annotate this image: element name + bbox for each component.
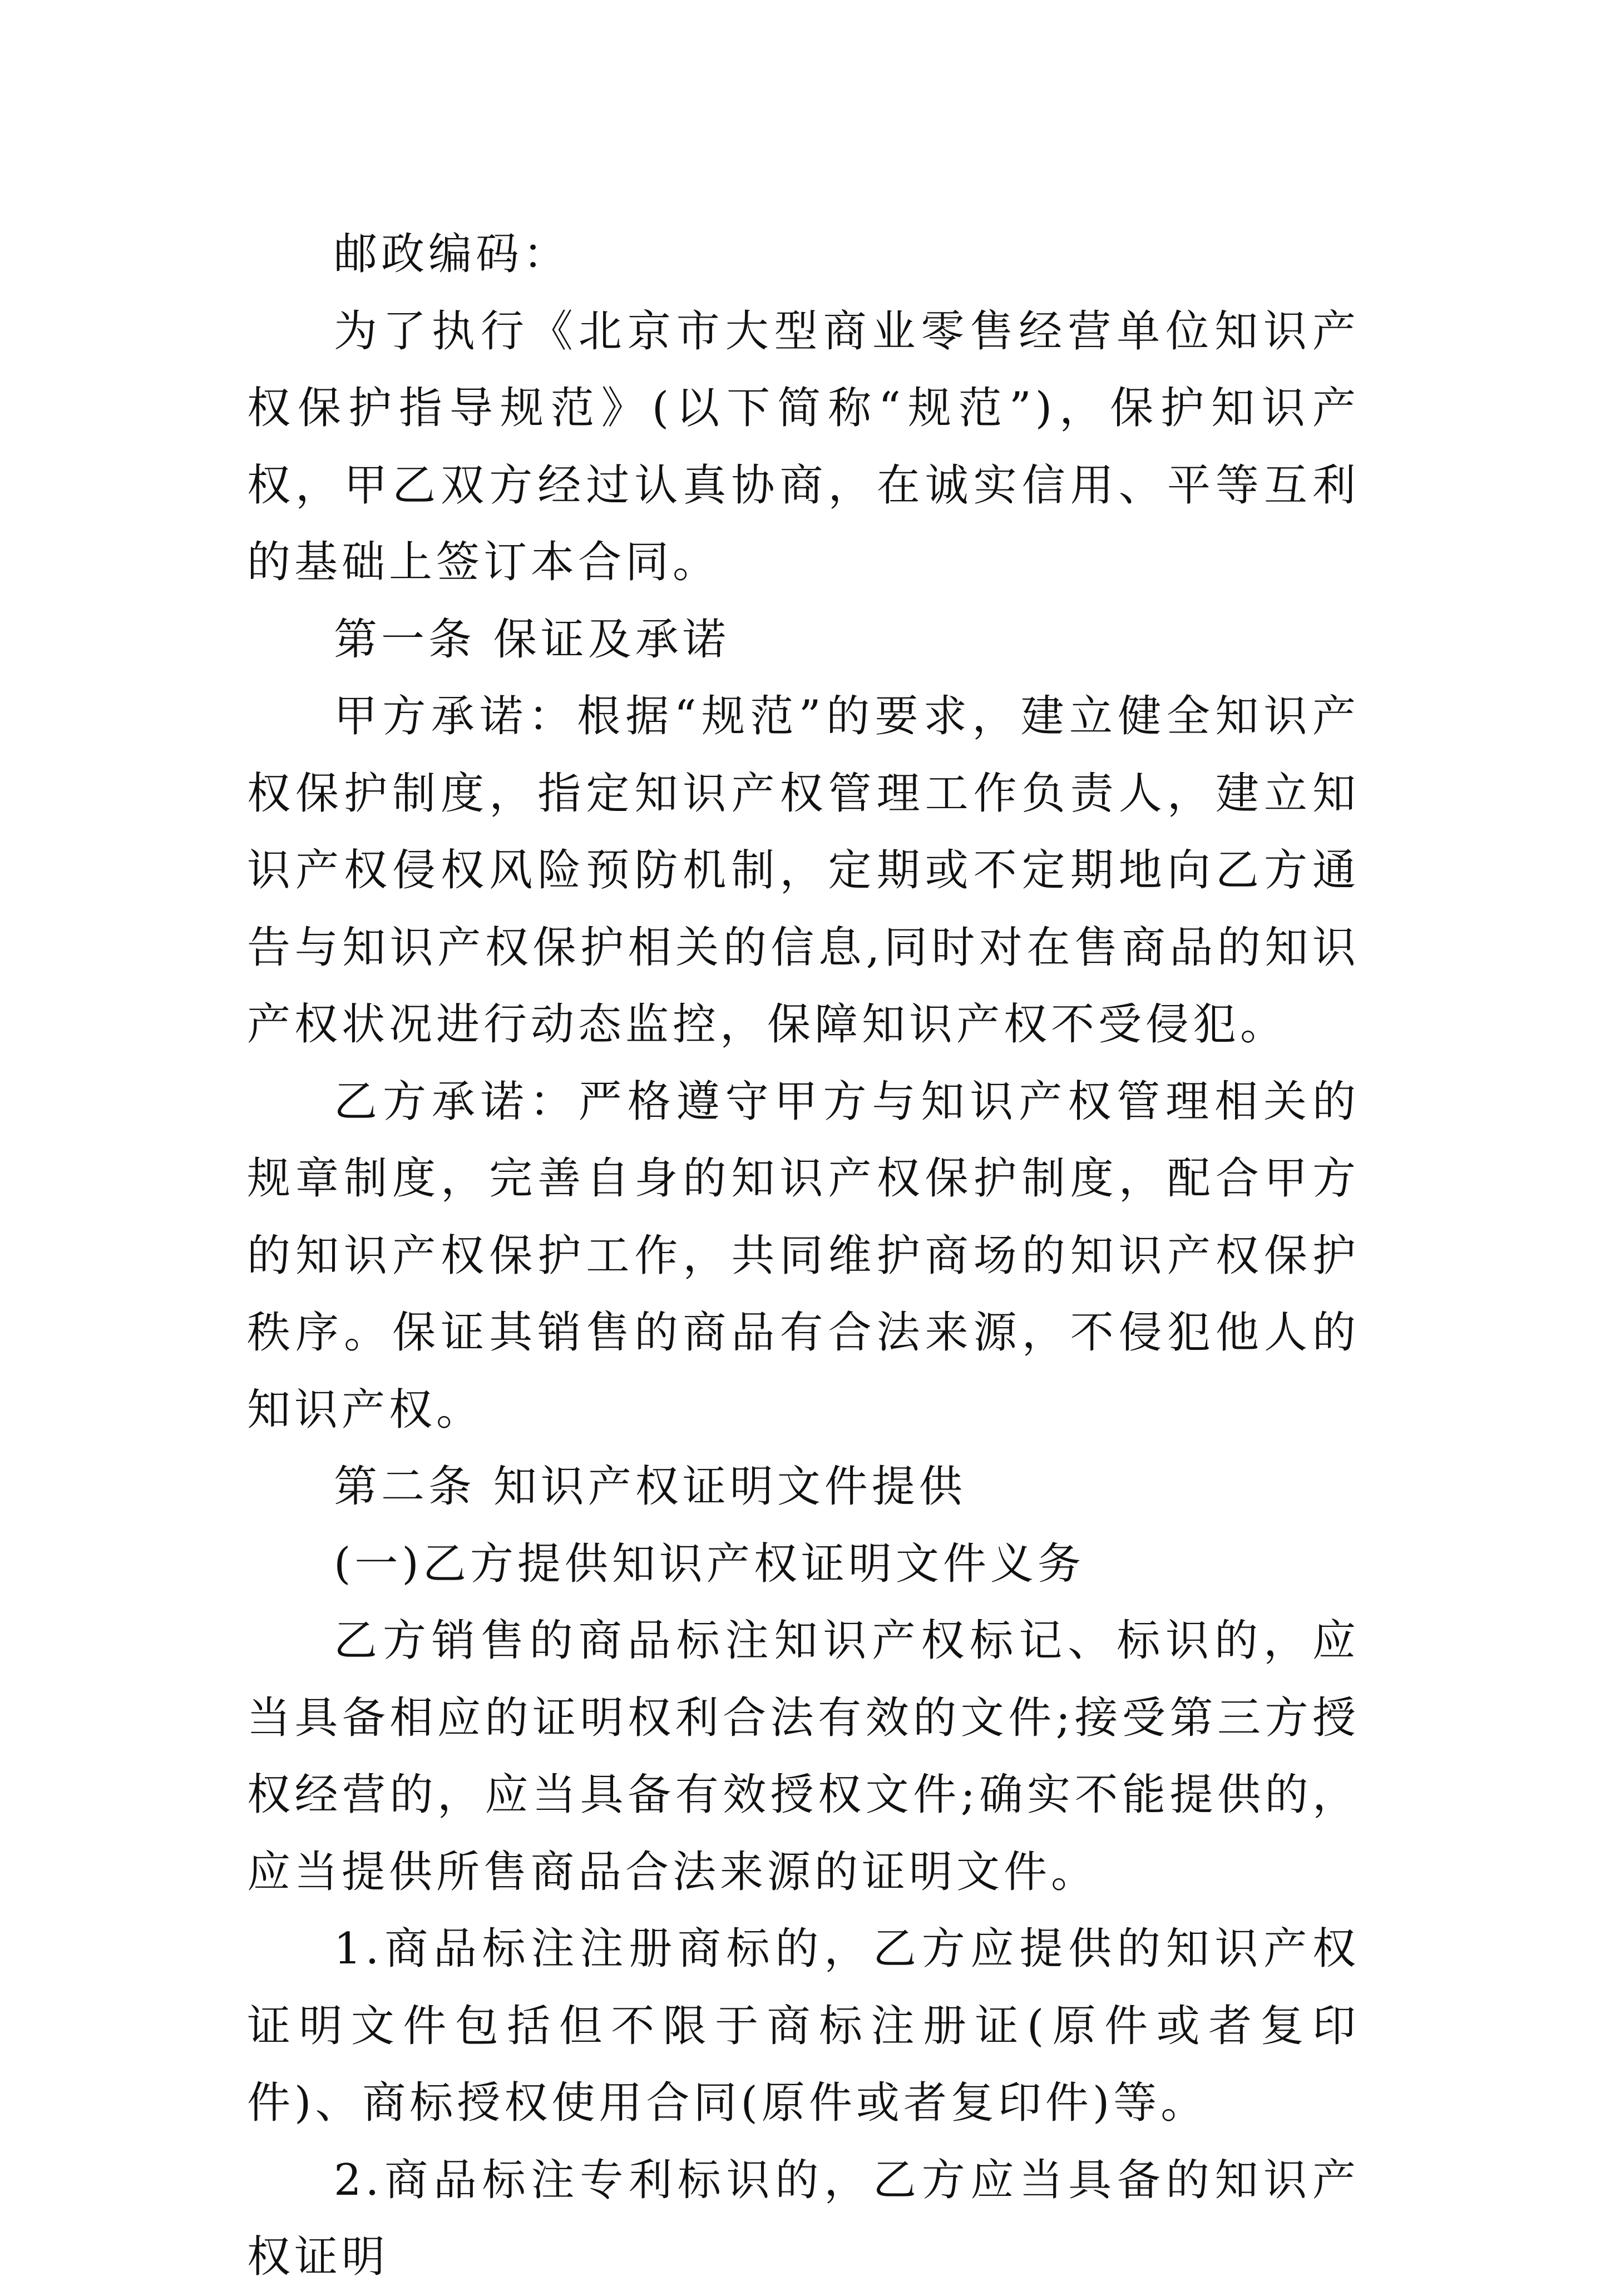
paragraph-certification-duty: 乙方销售的商品标注知识产权标记、标识的，应当具备相应的证明权利合法有效的文件;接受第三方授权经营的，应当具备有效授权文件;确实不能提供的，应当提供所售商品合法来源的证明文件。 [247, 1616, 1360, 1897]
paragraph-item-2-patent: 2.商品标注专利标识的，乙方应当具备的知识产权证明 [247, 2155, 1360, 2282]
paragraph-party-b-commitment: 乙方承诺：严格遵守甲方与知识产权管理相关的规章制度，完善自身的知识产权保护制度，配合甲方的知识产权保护工作，共同维护商场的知识产权保护秩序。保证其销售的商品有合法来源，不侵犯他人的知识产权。 [247, 1076, 1360, 1435]
paragraph-party-a-commitment: 甲方承诺：根据“规范”的要求，建立健全知识产权保护制度，指定知识产权管理工作负责人，建立知识产权侵权风险预防机制，定期或不定期地向乙方通告与知识产权保护相关的信息,同时对在售商品的知识产权状况进行动态监控，保障知识产权不受侵犯。 [247, 691, 1360, 1050]
paragraph-item-1-trademark: 1.商品标注注册商标的，乙方应提供的知识产权证明文件包括但不限于商标注册证(原件或者复印件)、商标授权使用合同(原件或者复印件)等。 [247, 1924, 1360, 2128]
article-1-heading: 第一条 保证及承诺 [334, 614, 730, 665]
section-1-heading: (一)乙方提供知识产权证明文件义务 [334, 1538, 1085, 1589]
paragraph-postal-code: 邮政编码： [334, 229, 571, 279]
document-body [247, 216, 1360, 2296]
paragraph-preamble: 为了执行《北京市大型商业零售经营单位知识产权保护指导规范》(以下简称“规范”)，保护知识产权，甲乙双方经过认真协商，在诚实信用、平等互利的基础上签订本合同。 [247, 306, 1360, 587]
article-2-heading: 第二条 知识产权证明文件提供 [334, 1462, 966, 1512]
